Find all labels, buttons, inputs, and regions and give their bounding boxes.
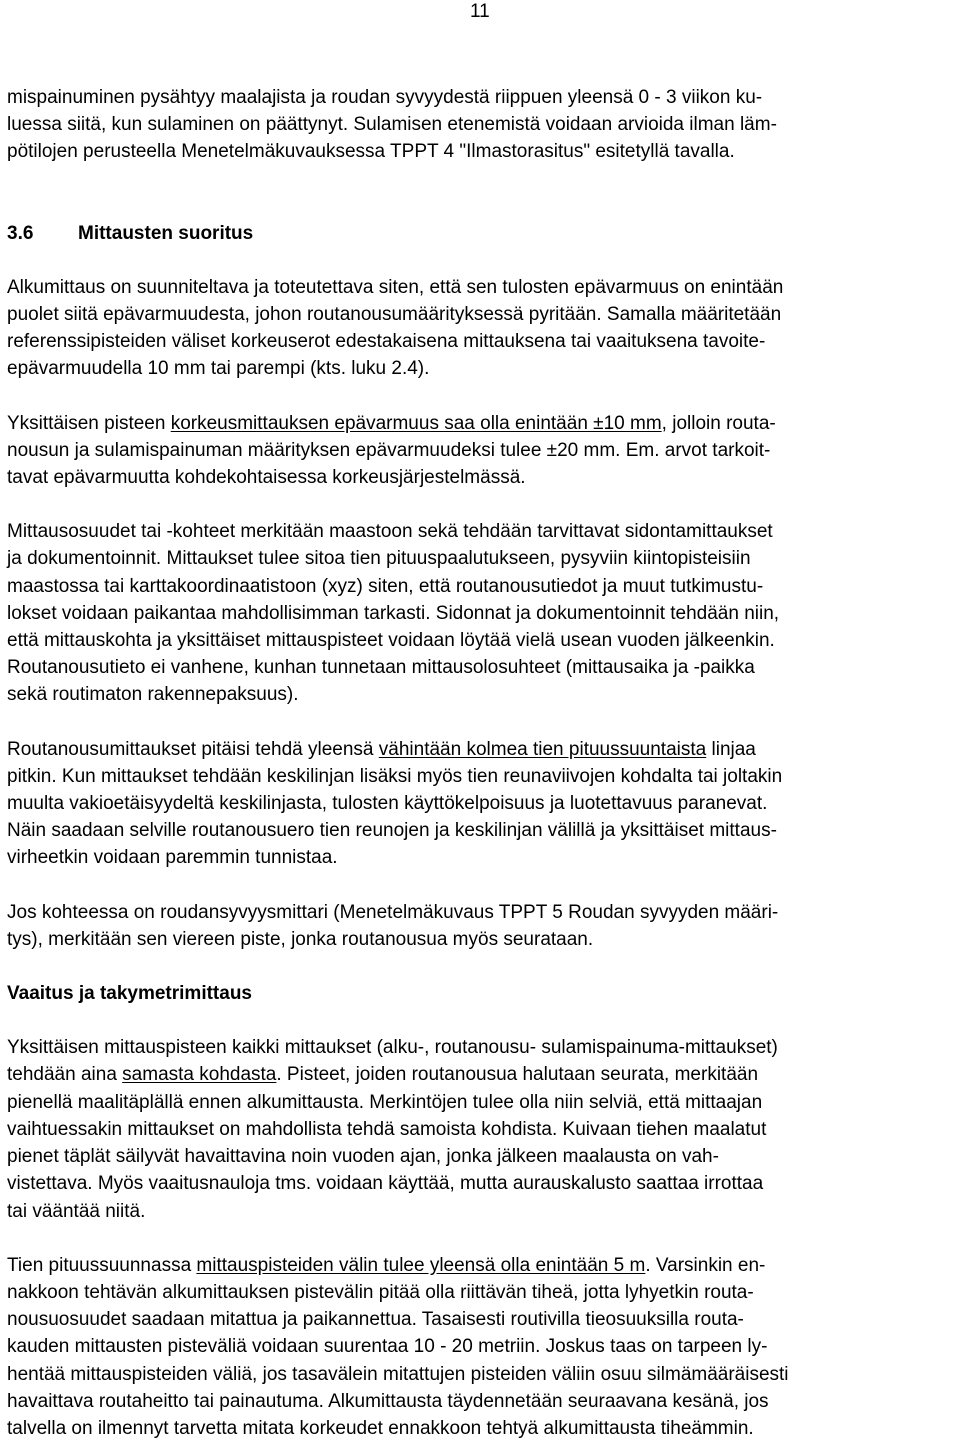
text-line [7, 410, 953, 437]
text-line: mispainuminen pysähtyy maalajista ja roudan syvyydestä riippuen yleensä 0 - 3 viikon ku- [7, 87, 763, 108]
section-title: Mittausten suoritus [78, 222, 254, 244]
text-line: referenssipisteiden väliset korkeuserot edestakaisena mittauksena tai vaaituksena tavoite- [7, 331, 766, 353]
text-line: pienellä maalitäplällä ennen alkumittausta. Merkintöjen tulee olla niin selviä, että mittaajan [7, 1091, 763, 1113]
paragraph-roudansyvyysmittari [7, 899, 953, 953]
text-line: luessa siitä, kun sulaminen on päättynyt. Sulamisen etenemistä voidaan arvioida ilman läm- [7, 114, 777, 136]
section-heading [7, 220, 953, 247]
text-line: hentää mittauspisteiden väliä, jos tasavälein mitattujen pisteiden väliin osuu silmämääräisesti [7, 1363, 789, 1385]
text-line: talvella on ilmennyt tarvetta mitata korkeudet ennakkoon tehtyä alkumittausta tiheämmin. [7, 1417, 754, 1439]
text-line [7, 1061, 953, 1088]
text-line: pienet täplät säilyvät havaittavina noin vuoden ajan, jonka jälkeen maalausta on vah- [7, 1146, 719, 1168]
text-run: . Pisteet, joiden routanousua halutaan seurata, merkitään [276, 1064, 759, 1086]
text-line: Yksittäisen mittauspisteen kaikki mittaukset (alku-, routanousu- sulamispainuma-mittaukset) [7, 1037, 778, 1059]
text-line: pötilojen perusteella Menetelmäkuvauksessa TPPT 4 "Ilmastorasitus" esitetyllä tavalla. [7, 141, 735, 163]
text-line: Näin saadaan selville routanousuero tien reunojen ja keskilinjan välillä ja yksittäiset mittaus- [7, 820, 777, 842]
text-line: nousun ja sulamispainuman määrityksen epävarmuudeksi tulee ±20 mm. Em. arvot tarkoit- [7, 439, 771, 461]
intro-paragraph [7, 84, 953, 166]
text-line: vistettava. Myös vaaitusnauloja tms. voidaan käyttää, mutta aurauskalusto saattaa irrottaa [7, 1173, 764, 1195]
underlined-text: samasta kohdasta [122, 1064, 277, 1086]
text-line: Jos kohteessa on roudansyvyysmittari (Menetelmäkuvaus TPPT 5 Roudan syvyyden määri- [7, 901, 779, 923]
paragraph-routanousumittaukset [7, 736, 953, 872]
underlined-text: mittauspisteiden välin tulee yleensä olla enintään 5 m [196, 1254, 646, 1276]
paragraph-mittauspisteet [7, 1034, 953, 1224]
text-line: kauden mittausten pisteväliä voidaan suurentaa 10 - 20 metriin. Joskus taas on tarpeen ly- [7, 1336, 768, 1358]
text-run: Yksittäisen pisteen [7, 412, 171, 434]
text-line: tavat epävarmuutta kohdekohtaisessa korkeusjärjestelmässä. [7, 467, 526, 489]
text-run: Routanousumittaukset pitäisi tehdä yleensä [7, 738, 379, 760]
text-line: Mittausosuudet tai -kohteet merkitään maastoon sekä tehdään tarvittavat sidontamittaukset [7, 521, 773, 543]
text-line: että mittauskohta ja yksittäiset mittauspisteet voidaan löytää vielä usean vuoden jälkeenkin. [7, 630, 775, 652]
text-line: puolet siitä epävarmuudesta, johon routanousumäärityksessä pyritään. Samalla määritetään [7, 304, 782, 326]
paragraph-pistevali [7, 1252, 953, 1442]
text-line: tys), merkitään sen viereen piste, jonka routanousua myös seurataan. [7, 928, 594, 950]
text-line: ja dokumentoinnit. Mittaukset tulee sitoa tien pituuspaalutukseen, pysyviin kiintopisteisiin [7, 548, 751, 570]
text-line: lokset voidaan paikantaa mahdollisimman tarkasti. Sidonnat ja dokumentoinnit tehdään niin, [7, 602, 780, 624]
underlined-text: vähintään kolmea tien pituussuuntaista [378, 738, 707, 760]
text-run: , jolloin routa- [661, 412, 776, 434]
underlined-text: korkeusmittauksen epävarmuus saa olla enintään ±10 mm [170, 412, 662, 434]
text-line: tai vääntää niitä. [7, 1200, 146, 1222]
text-line: Routanousutieto ei vanhene, kunhan tunnetaan mittausolosuhteet (mittausaika ja -paikka [7, 657, 755, 679]
text-line [7, 1252, 953, 1279]
text-line: virheetkin voidaan paremmin tunnistaa. [7, 847, 338, 869]
text-run: linjaa [706, 738, 756, 760]
text-line: nousuosuudet saadaan mitattua ja paikannettua. Tasaisesti routivilla tieosuuksilla routa- [7, 1309, 744, 1331]
page-number: 11 [470, 1, 490, 22]
text-line: vaihtuessakin mittaukset on mahdollista tehdä samoista kohdista. Kuivaan tiehen maalatut [7, 1118, 767, 1140]
paragraph-alkumittaus [7, 274, 953, 383]
paragraph-epavarmuus [7, 410, 953, 492]
text-line: havaittava routaheitto tai painautuma. Alkumittausta täydennetään seuraavana kesänä, jos [7, 1390, 769, 1412]
subheading: Vaaitus ja takymetrimittaus [7, 983, 252, 1005]
section-number: 3.6 [7, 222, 34, 244]
text-line: maastossa tai karttakoordinaatistoon (xyz) siten, että routanousutiedot ja muut tutkimustu- [7, 575, 764, 597]
text-line: nakkoon tehtävän alkumittauksen pistevälin pitää olla riittävän tiheä, jotta lyhyetkin routa- [7, 1281, 754, 1303]
text-line: sekä routimaton rakennepaksuus). [7, 684, 299, 706]
paragraph-mittausosuudet [7, 518, 953, 708]
text-run: . Varsinkin en- [645, 1254, 766, 1276]
text-line: epävarmuudella 10 mm tai parempi (kts. luku 2.4). [7, 358, 430, 380]
text-line: pitkin. Kun mittaukset tehdään keskilinjan lisäksi myös tien reunaviivojen kohdalta tai joltakin [7, 765, 783, 787]
text-run: tehdään aina [7, 1064, 123, 1086]
text-line: muulta vakioetäisyydeltä keskilinjasta, tulosten käyttökelpoisuus ja luotettavuus paranevat. [7, 793, 768, 815]
text-line: Alkumittaus on suunniteltava ja toteutettava siten, että sen tulosten epävarmuus on enintään [7, 276, 784, 298]
text-line [7, 736, 953, 763]
text-run: Tien pituussuunnassa [7, 1254, 197, 1276]
document-body [7, 84, 953, 1442]
